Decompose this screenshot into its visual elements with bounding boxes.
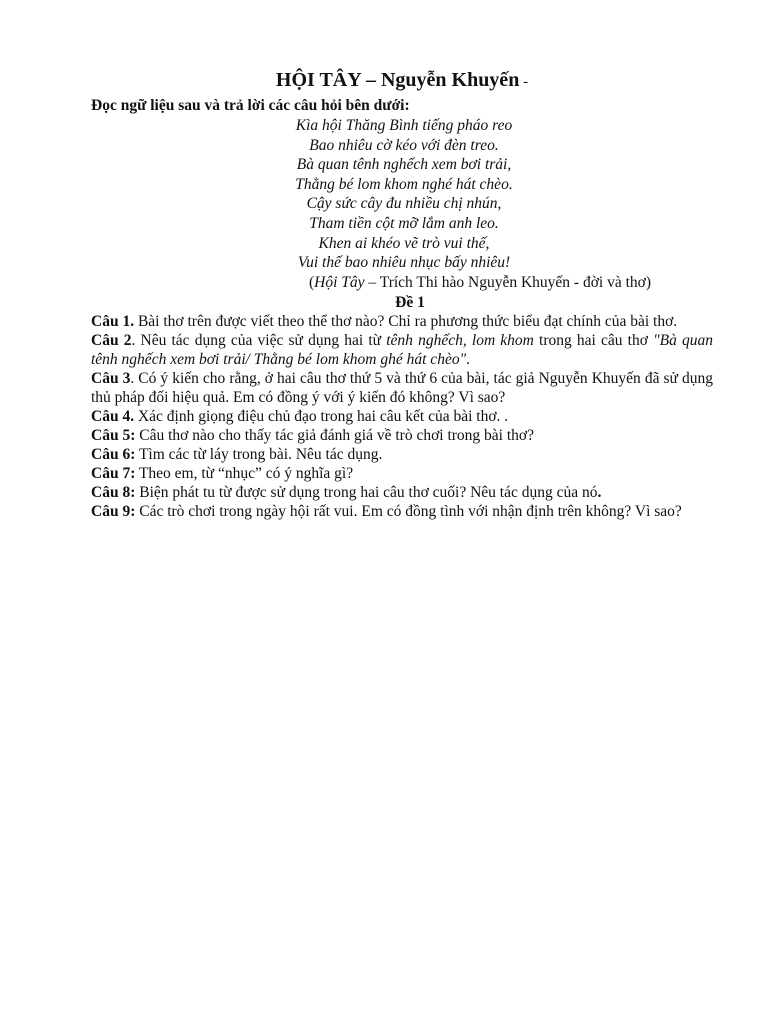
section-heading: Đề 1 bbox=[395, 293, 425, 311]
document-page bbox=[91, 66, 713, 521]
source-title: Hội Tây bbox=[314, 273, 365, 291]
question-text: . Nêu tác dụng của việc sử dụng hai từ bbox=[131, 331, 387, 349]
question-6 bbox=[91, 445, 713, 464]
question-text: Theo em, từ “nhục” có ý nghĩa gì? bbox=[135, 464, 354, 482]
question-quote: "Bà quan tênh nghếch xem bơi trải/ Thằng bé lom khom ghé hát chèo" bbox=[91, 331, 713, 368]
question-label: Câu 3 bbox=[91, 369, 131, 387]
poem bbox=[91, 116, 713, 273]
question-1 bbox=[91, 312, 713, 331]
question-label: Câu 6: bbox=[91, 445, 136, 463]
question-3 bbox=[91, 369, 713, 407]
question-text: Xác định giọng điệu chủ đạo trong hai câu kết của bài thơ. . bbox=[134, 407, 509, 425]
source-open-paren: ( bbox=[309, 273, 315, 291]
poem-line: Bao nhiêu cờ kéo với đèn treo. bbox=[309, 136, 499, 154]
instruction-text: Đọc ngữ liệu sau và trả lời các câu hỏi bên dưới: bbox=[91, 97, 410, 114]
source-rest: – Trích Thi hào Nguyễn Khuyến - đời và thơ) bbox=[364, 273, 652, 291]
question-trailing-period: . bbox=[597, 483, 602, 501]
question-text: . Có ý kiến cho rằng, ở hai câu thơ thứ 5 và thứ 6 của bài, tác giả Nguyễn Khuyến đã sử dụng thủ pháp đối hiệu quả. Em có đồng ý với ý kiến đó không? Vì sao? bbox=[91, 369, 713, 406]
title-main: HỘI TÂY – Nguyễn Khuyến bbox=[275, 69, 520, 91]
document-title bbox=[91, 66, 713, 96]
question-text: Câu thơ nào cho thấy tác giả đánh giá về trò chơi trong bài thơ? bbox=[135, 426, 534, 444]
question-text: Biện phát tu từ được sử dụng trong hai câu thơ cuối? Nêu tác dụng của nó bbox=[135, 483, 598, 501]
question-4 bbox=[91, 407, 713, 426]
question-label: Câu 5: bbox=[91, 426, 136, 444]
question-9 bbox=[91, 502, 713, 521]
question-5 bbox=[91, 426, 713, 445]
question-label: Câu 1. bbox=[91, 312, 135, 330]
question-list bbox=[91, 312, 713, 521]
question-text: Các trò chơi trong ngày hội rất vui. Em có đồng tình với nhận định trên không? Vì sao? bbox=[135, 502, 682, 520]
poem-line: Bà quan tênh nghếch xem bơi trải, bbox=[296, 156, 512, 174]
poem-line: Tham tiền cột mỡ lắm anh leo. bbox=[309, 214, 499, 232]
question-label: Câu 7: bbox=[91, 464, 136, 482]
question-2 bbox=[91, 331, 713, 369]
question-text: trong hai câu thơ bbox=[533, 331, 654, 349]
question-text: Tìm các từ láy trong bài. Nêu tác dụng. bbox=[135, 445, 383, 463]
question-8 bbox=[91, 483, 713, 502]
poem-line: Vui thế bao nhiêu nhục bấy nhiêu! bbox=[297, 254, 511, 272]
question-7 bbox=[91, 464, 713, 483]
question-text: Bài thơ trên được viết theo thể thơ nào? Chỉ ra phương thức biểu đạt chính của bài thơ. bbox=[134, 312, 678, 330]
poem-line: Thằng bé lom khom nghé hát chèo. bbox=[295, 175, 513, 193]
poem-source-citation bbox=[91, 273, 713, 293]
poem-line: Kìa hội Thăng Bình tiếng pháo reo bbox=[295, 117, 513, 134]
question-label: Câu 4. bbox=[91, 407, 135, 425]
question-emphasis: tênh nghếch, lom khom bbox=[386, 331, 534, 349]
question-label: Câu 8: bbox=[91, 483, 136, 501]
poem-line: Khen ai khéo vẽ trò vui thế, bbox=[318, 234, 490, 252]
question-label: Câu 2 bbox=[91, 331, 132, 349]
title-suffix: - bbox=[519, 74, 529, 90]
question-text: . bbox=[466, 350, 470, 368]
question-label: Câu 9: bbox=[91, 502, 136, 520]
poem-line: Cậy sức cây đu nhiều chị nhún, bbox=[306, 195, 502, 213]
